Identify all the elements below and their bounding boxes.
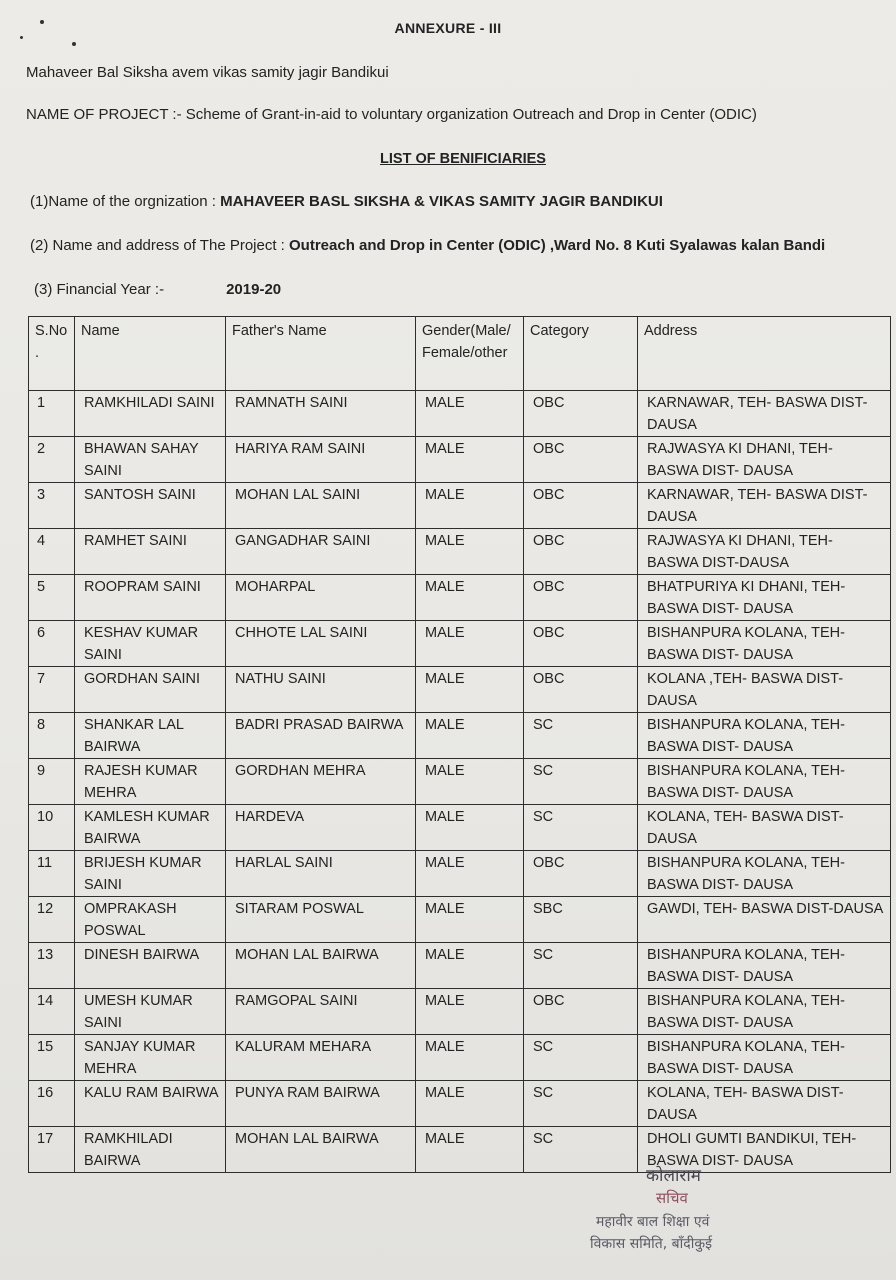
cell-address: BISHANPURA KOLANA, TEH-BASWA DIST- DAUSA bbox=[638, 1035, 891, 1081]
cell-father-name: MOHAN LAL SAINI bbox=[226, 483, 416, 529]
cell-category: SC bbox=[524, 805, 638, 851]
cell-category: SC bbox=[524, 1127, 638, 1173]
beneficiaries-table bbox=[28, 316, 891, 1173]
table-row bbox=[29, 667, 891, 713]
cell-sno: 1 bbox=[29, 391, 75, 437]
cell-sno: 16 bbox=[29, 1081, 75, 1127]
cell-name: OMPRAKASH POSWAL bbox=[75, 897, 226, 943]
stamp-role: सचिव bbox=[656, 1189, 688, 1207]
financial-year-field bbox=[34, 281, 281, 298]
cell-father-name: GANGADHAR SAINI bbox=[226, 529, 416, 575]
org-name-label: (1)Name of the orgnization : bbox=[30, 193, 221, 210]
project-address-value: Outreach and Drop in Center (ODIC) ,Ward No. 8 Kuti Syalawas kalan Bandi bbox=[289, 237, 826, 254]
cell-address: BISHANPURA KOLANA, TEH-BASWA DIST- DAUSA bbox=[638, 851, 891, 897]
org-name-value: MAHAVEER BASL SIKSHA & VIKAS SAMITY JAGIR BANDIKUI bbox=[220, 193, 663, 210]
cell-father-name: MOHARPAL bbox=[226, 575, 416, 621]
cell-name: GORDHAN SAINI bbox=[75, 667, 226, 713]
cell-name: KESHAV KUMAR SAINI bbox=[75, 621, 226, 667]
cell-name: KALU RAM BAIRWA bbox=[75, 1081, 226, 1127]
list-title: LIST OF BENIFICIARIES bbox=[380, 151, 546, 167]
table-row bbox=[29, 575, 891, 621]
cell-category: SC bbox=[524, 713, 638, 759]
org-name-field bbox=[30, 193, 663, 210]
signature: कोलाराम bbox=[646, 1166, 701, 1186]
cell-name: RAMKHILADI SAINI bbox=[75, 391, 226, 437]
cell-name: BHAWAN SAHAY SAINI bbox=[75, 437, 226, 483]
cell-sno: 17 bbox=[29, 1127, 75, 1173]
financial-year-label: (3) Financial Year :- bbox=[34, 281, 165, 298]
header-gender: Gender(Male/Female/other bbox=[416, 317, 524, 391]
table-row bbox=[29, 529, 891, 575]
cell-gender: MALE bbox=[416, 483, 524, 529]
table-row bbox=[29, 897, 891, 943]
cell-sno: 13 bbox=[29, 943, 75, 989]
cell-gender: MALE bbox=[416, 759, 524, 805]
cell-gender: MALE bbox=[416, 989, 524, 1035]
cell-father-name: RAMNATH SAINI bbox=[226, 391, 416, 437]
table-row bbox=[29, 805, 891, 851]
table-header-row bbox=[29, 317, 891, 391]
cell-address: BISHANPURA KOLANA, TEH-BASWA DIST- DAUSA bbox=[638, 759, 891, 805]
table-row bbox=[29, 713, 891, 759]
cell-category: SC bbox=[524, 759, 638, 805]
cell-sno: 4 bbox=[29, 529, 75, 575]
cell-sno: 9 bbox=[29, 759, 75, 805]
cell-name: SANTOSH SAINI bbox=[75, 483, 226, 529]
cell-category: OBC bbox=[524, 437, 638, 483]
cell-gender: MALE bbox=[416, 437, 524, 483]
cell-father-name: CHHOTE LAL SAINI bbox=[226, 621, 416, 667]
cell-father-name: NATHU SAINI bbox=[226, 667, 416, 713]
cell-gender: MALE bbox=[416, 805, 524, 851]
header-sno: S.No. bbox=[29, 317, 75, 391]
cell-address: RAJWASYA KI DHANI, TEH-BASWA DIST-DAUSA bbox=[638, 529, 891, 575]
cell-father-name: HARLAL SAINI bbox=[226, 851, 416, 897]
cell-category: OBC bbox=[524, 989, 638, 1035]
header-name: Name bbox=[75, 317, 226, 391]
cell-address: KARNAWAR, TEH- BASWA DIST-DAUSA bbox=[638, 391, 891, 437]
project-value: Scheme of Grant-in-aid to voluntary organization Outreach and Drop in Center (ODIC) bbox=[185, 106, 757, 123]
table-row bbox=[29, 621, 891, 667]
cell-category: SC bbox=[524, 1035, 638, 1081]
cell-name: RAMHET SAINI bbox=[75, 529, 226, 575]
cell-address: KARNAWAR, TEH- BASWA DIST-DAUSA bbox=[638, 483, 891, 529]
cell-category: OBC bbox=[524, 851, 638, 897]
cell-category: SBC bbox=[524, 897, 638, 943]
cell-name: BRIJESH KUMAR SAINI bbox=[75, 851, 226, 897]
cell-father-name: BADRI PRASAD BAIRWA bbox=[226, 713, 416, 759]
cell-sno: 11 bbox=[29, 851, 75, 897]
project-label: NAME OF PROJECT :- bbox=[26, 106, 186, 123]
cell-address: GAWDI, TEH- BASWA DIST-DAUSA bbox=[638, 897, 891, 943]
annexure-heading: ANNEXURE - III bbox=[394, 20, 502, 36]
cell-address: KOLANA ,TEH- BASWA DIST-DAUSA bbox=[638, 667, 891, 713]
cell-address: BISHANPURA KOLANA, TEH-BASWA DIST- DAUSA bbox=[638, 989, 891, 1035]
cell-father-name: SITARAM POSWAL bbox=[226, 897, 416, 943]
financial-year-value: 2019-20 bbox=[226, 281, 282, 298]
cell-address: RAJWASYA KI DHANI, TEH-BASWA DIST- DAUSA bbox=[638, 437, 891, 483]
cell-gender: MALE bbox=[416, 943, 524, 989]
cell-name: SANJAY KUMAR MEHRA bbox=[75, 1035, 226, 1081]
table-row bbox=[29, 1035, 891, 1081]
cell-category: OBC bbox=[524, 529, 638, 575]
ink-mark bbox=[20, 36, 23, 39]
cell-sno: 8 bbox=[29, 713, 75, 759]
cell-name: UMESH KUMAR SAINI bbox=[75, 989, 226, 1035]
cell-gender: MALE bbox=[416, 1127, 524, 1173]
cell-name: KAMLESH KUMAR BAIRWA bbox=[75, 805, 226, 851]
cell-father-name: KALURAM MEHARA bbox=[226, 1035, 416, 1081]
project-name-line bbox=[26, 106, 757, 123]
cell-sno: 14 bbox=[29, 989, 75, 1035]
cell-address: BISHANPURA KOLANA, TEH-BASWA DIST- DAUSA bbox=[638, 713, 891, 759]
cell-category: SC bbox=[524, 943, 638, 989]
cell-name: ROOPRAM SAINI bbox=[75, 575, 226, 621]
cell-sno: 10 bbox=[29, 805, 75, 851]
cell-father-name: HARDEVA bbox=[226, 805, 416, 851]
cell-category: OBC bbox=[524, 575, 638, 621]
table-row bbox=[29, 391, 891, 437]
cell-category: OBC bbox=[524, 483, 638, 529]
cell-address: KOLANA, TEH- BASWA DIST-DAUSA bbox=[638, 1081, 891, 1127]
cell-gender: MALE bbox=[416, 713, 524, 759]
cell-gender: MALE bbox=[416, 1035, 524, 1081]
cell-father-name: MOHAN LAL BAIRWA bbox=[226, 943, 416, 989]
cell-name: RAJESH KUMAR MEHRA bbox=[75, 759, 226, 805]
cell-gender: MALE bbox=[416, 1081, 524, 1127]
cell-sno: 15 bbox=[29, 1035, 75, 1081]
cell-name: RAMKHILADI BAIRWA bbox=[75, 1127, 226, 1173]
table-row bbox=[29, 483, 891, 529]
cell-sno: 6 bbox=[29, 621, 75, 667]
table-row bbox=[29, 989, 891, 1035]
cell-category: OBC bbox=[524, 667, 638, 713]
cell-sno: 12 bbox=[29, 897, 75, 943]
header-father-name: Father's Name bbox=[226, 317, 416, 391]
cell-father-name: GORDHAN MEHRA bbox=[226, 759, 416, 805]
header-address: Address bbox=[638, 317, 891, 391]
project-address-field bbox=[30, 237, 825, 254]
cell-father-name: PUNYA RAM BAIRWA bbox=[226, 1081, 416, 1127]
header-category: Category bbox=[524, 317, 638, 391]
cell-father-name: MOHAN LAL BAIRWA bbox=[226, 1127, 416, 1173]
organization-line: Mahaveer Bal Siksha avem vikas samity jagir Bandikui bbox=[26, 64, 389, 81]
cell-sno: 7 bbox=[29, 667, 75, 713]
table-row bbox=[29, 759, 891, 805]
table-row bbox=[29, 437, 891, 483]
table-row bbox=[29, 851, 891, 897]
ink-mark bbox=[72, 42, 76, 46]
cell-name: SHANKAR LAL BAIRWA bbox=[75, 713, 226, 759]
table-row bbox=[29, 1081, 891, 1127]
cell-sno: 5 bbox=[29, 575, 75, 621]
cell-category: OBC bbox=[524, 621, 638, 667]
cell-gender: MALE bbox=[416, 621, 524, 667]
cell-category: OBC bbox=[524, 391, 638, 437]
cell-sno: 3 bbox=[29, 483, 75, 529]
cell-gender: MALE bbox=[416, 851, 524, 897]
cell-address: BISHANPURA KOLANA, TEH-BASWA DIST- DAUSA bbox=[638, 943, 891, 989]
stamp-org-line-2: विकास समिति, बाँदीकुई bbox=[590, 1236, 712, 1252]
cell-address: BHATPURIYA KI DHANI, TEH-BASWA DIST- DAUSA bbox=[638, 575, 891, 621]
stamp-org-line-1: महावीर बाल शिक्षा एवं bbox=[596, 1214, 710, 1230]
cell-gender: MALE bbox=[416, 391, 524, 437]
cell-address: BISHANPURA KOLANA, TEH-BASWA DIST- DAUSA bbox=[638, 621, 891, 667]
cell-address: KOLANA, TEH- BASWA DIST-DAUSA bbox=[638, 805, 891, 851]
cell-name: DINESH BAIRWA bbox=[75, 943, 226, 989]
cell-father-name: HARIYA RAM SAINI bbox=[226, 437, 416, 483]
cell-gender: MALE bbox=[416, 897, 524, 943]
table-row bbox=[29, 943, 891, 989]
table-row bbox=[29, 1127, 891, 1173]
cell-father-name: RAMGOPAL SAINI bbox=[226, 989, 416, 1035]
cell-sno: 2 bbox=[29, 437, 75, 483]
cell-category: SC bbox=[524, 1081, 638, 1127]
cell-gender: MALE bbox=[416, 575, 524, 621]
cell-gender: MALE bbox=[416, 667, 524, 713]
project-address-label: (2) Name and address of The Project : bbox=[30, 237, 290, 254]
cell-gender: MALE bbox=[416, 529, 524, 575]
cell-address: DHOLI GUMTI BANDIKUI, TEH-BASWA DIST- DAUSA bbox=[638, 1127, 891, 1173]
